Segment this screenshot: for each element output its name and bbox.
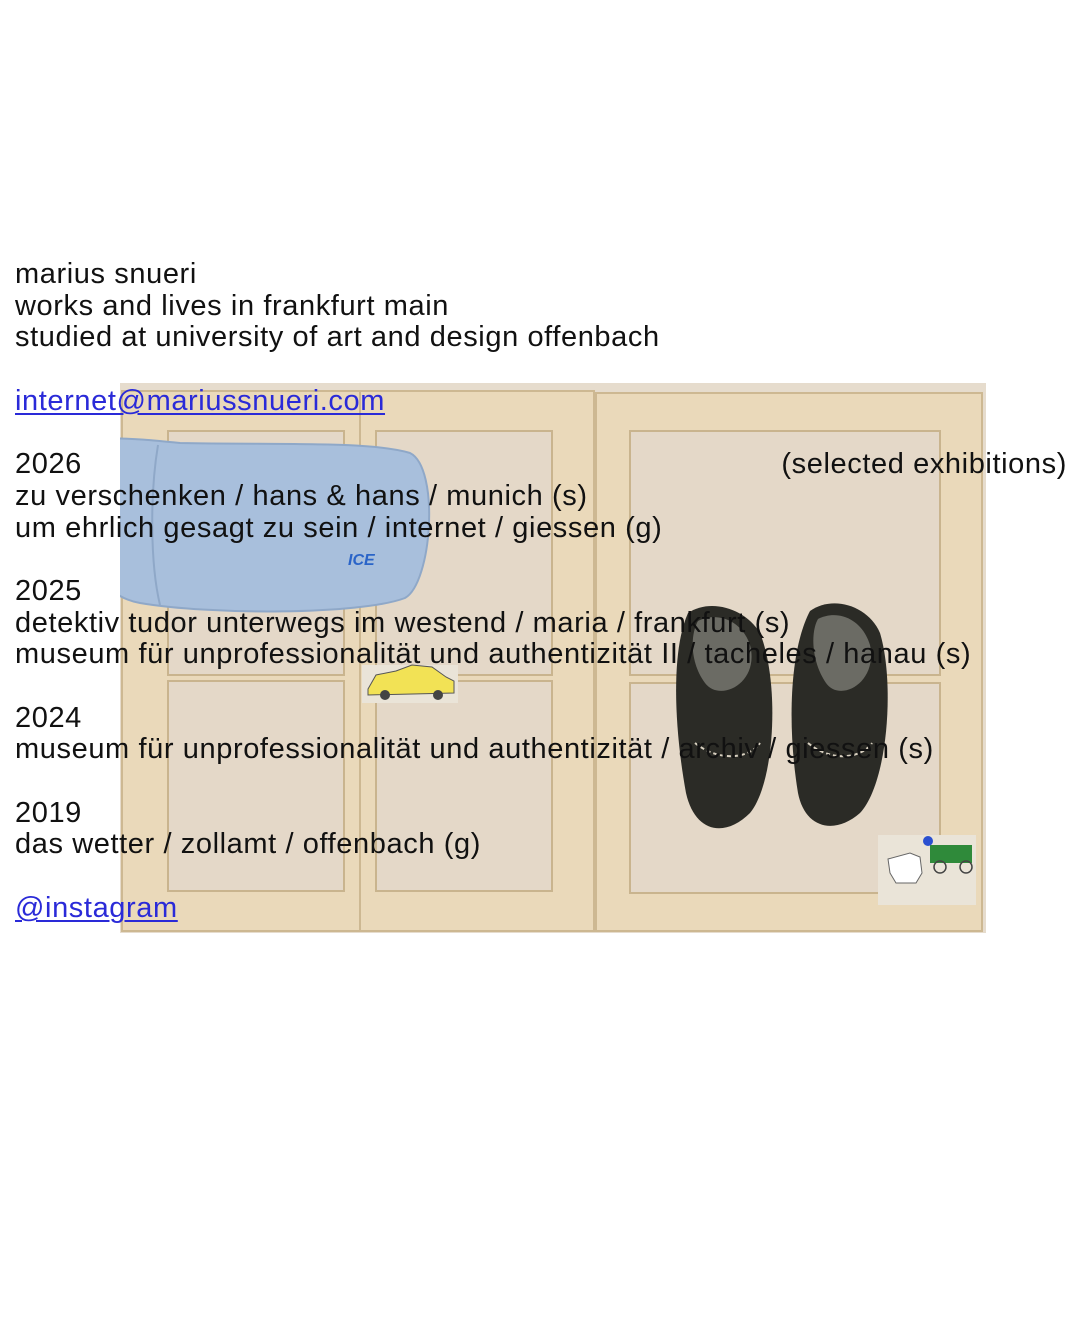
email-line bbox=[15, 386, 1067, 418]
exhibition-year: 2019 bbox=[15, 796, 82, 829]
exhibition-entry: museum für unprofessionalität und authentizität II / tacheles / hanau (s) bbox=[15, 638, 972, 671]
instagram-line bbox=[15, 893, 1067, 925]
svg-text:ICE: ICE bbox=[348, 552, 375, 569]
artist-residence: works and lives in frankfurt main bbox=[15, 289, 450, 322]
exhibition-year: 2026 bbox=[15, 448, 82, 481]
exhibition-year: 2024 bbox=[15, 701, 82, 734]
exhibition-entry: um ehrlich gesagt zu sein / internet / giessen (g) bbox=[15, 511, 663, 544]
spacer bbox=[15, 671, 1067, 703]
exhibition-entry: zu verschenken / hans & hans / munich (s) bbox=[15, 479, 588, 512]
spacer bbox=[15, 544, 1067, 576]
bio-content bbox=[15, 259, 1067, 924]
exhibition-year: 2025 bbox=[15, 574, 82, 607]
spacer bbox=[15, 861, 1067, 893]
spacer bbox=[15, 354, 1067, 386]
spacer bbox=[15, 766, 1067, 798]
exhibition-entry: museum für unprofessionalität und authentizität / archiv / giessen (s) bbox=[15, 733, 934, 766]
artist-name: marius snueri bbox=[15, 258, 197, 290]
spacer bbox=[15, 417, 1067, 449]
exhibition-entry: das wetter / zollamt / offenbach (g) bbox=[15, 828, 481, 861]
instagram-link[interactable]: @instagram bbox=[15, 891, 178, 924]
email-link[interactable]: internet@mariussnueri.com bbox=[15, 384, 386, 417]
exhibitions-heading: (selected exhibitions) bbox=[781, 448, 1067, 481]
exhibition-entry: detektiv tudor unterwegs im westend / maria / frankfurt (s) bbox=[15, 606, 791, 639]
exhibition-year-row bbox=[15, 449, 1067, 481]
artist-education: studied at university of art and design offenbach bbox=[15, 321, 660, 354]
